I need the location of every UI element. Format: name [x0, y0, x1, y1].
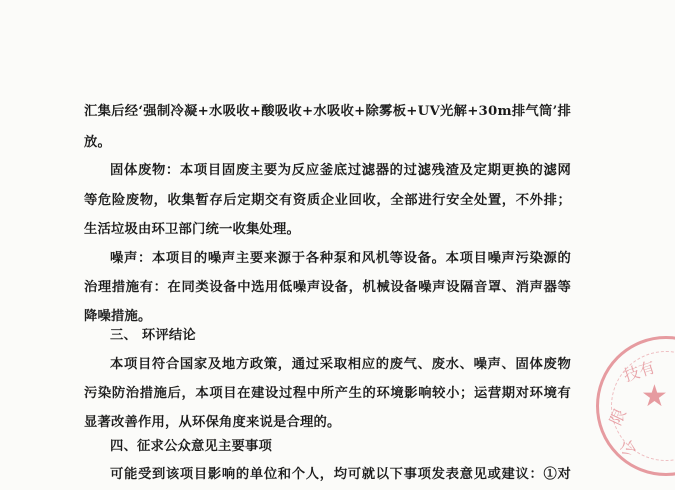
text-line: 可能受到该项目影响的单位和个人，均可就以下事项发表意见或建议：①对	[110, 467, 571, 482]
text-line: 降噪措施。	[84, 309, 152, 324]
text-line: 治理措施有：在同类设备中选用低噪声设备，机械设备噪声设隔音罩、消声器等	[84, 280, 571, 295]
text-line: 生活垃圾由环卫部门统一收集处理。	[84, 222, 300, 237]
text-line: 本项目符合国家及地方政策，通过采取相应的废气、废水、噪声、固体废物	[110, 357, 571, 372]
text-line: 汇集后经‘强制冷凝+水吸收+酸吸收+水吸收+除雾板+UV光解+30m排气筒’排	[84, 104, 571, 119]
text-line: 噪声：本项目的噪声主要来源于各种泵和风机等设备。本项目噪声污染源的	[110, 251, 571, 266]
seal-text: 公	[615, 436, 640, 460]
section-heading: 三、 环评结论	[110, 328, 196, 343]
text-line: 等危险废物，收集暂存后定期交有资质企业回收，全部进行安全处置，不外排；	[84, 193, 571, 208]
company-seal	[596, 336, 675, 476]
text-line: 固体废物：本项目固废主要为反应釜底过滤器的过滤残渣及定期更换的滤网	[110, 163, 571, 178]
text-line: 污染防治措施后，本项目在建设过程中所产生的环境影响较小；运营期对环境有	[84, 386, 571, 401]
seal-text: 技有	[621, 357, 658, 386]
seal-star-icon: ★	[641, 379, 668, 414]
seal-text: 限	[605, 405, 630, 429]
text-line: 显著改善作用，从环保角度来说是合理的。	[84, 415, 341, 430]
text-line: 放。	[84, 135, 111, 150]
section-heading: 四、征求公众意见主要事项	[110, 439, 272, 454]
